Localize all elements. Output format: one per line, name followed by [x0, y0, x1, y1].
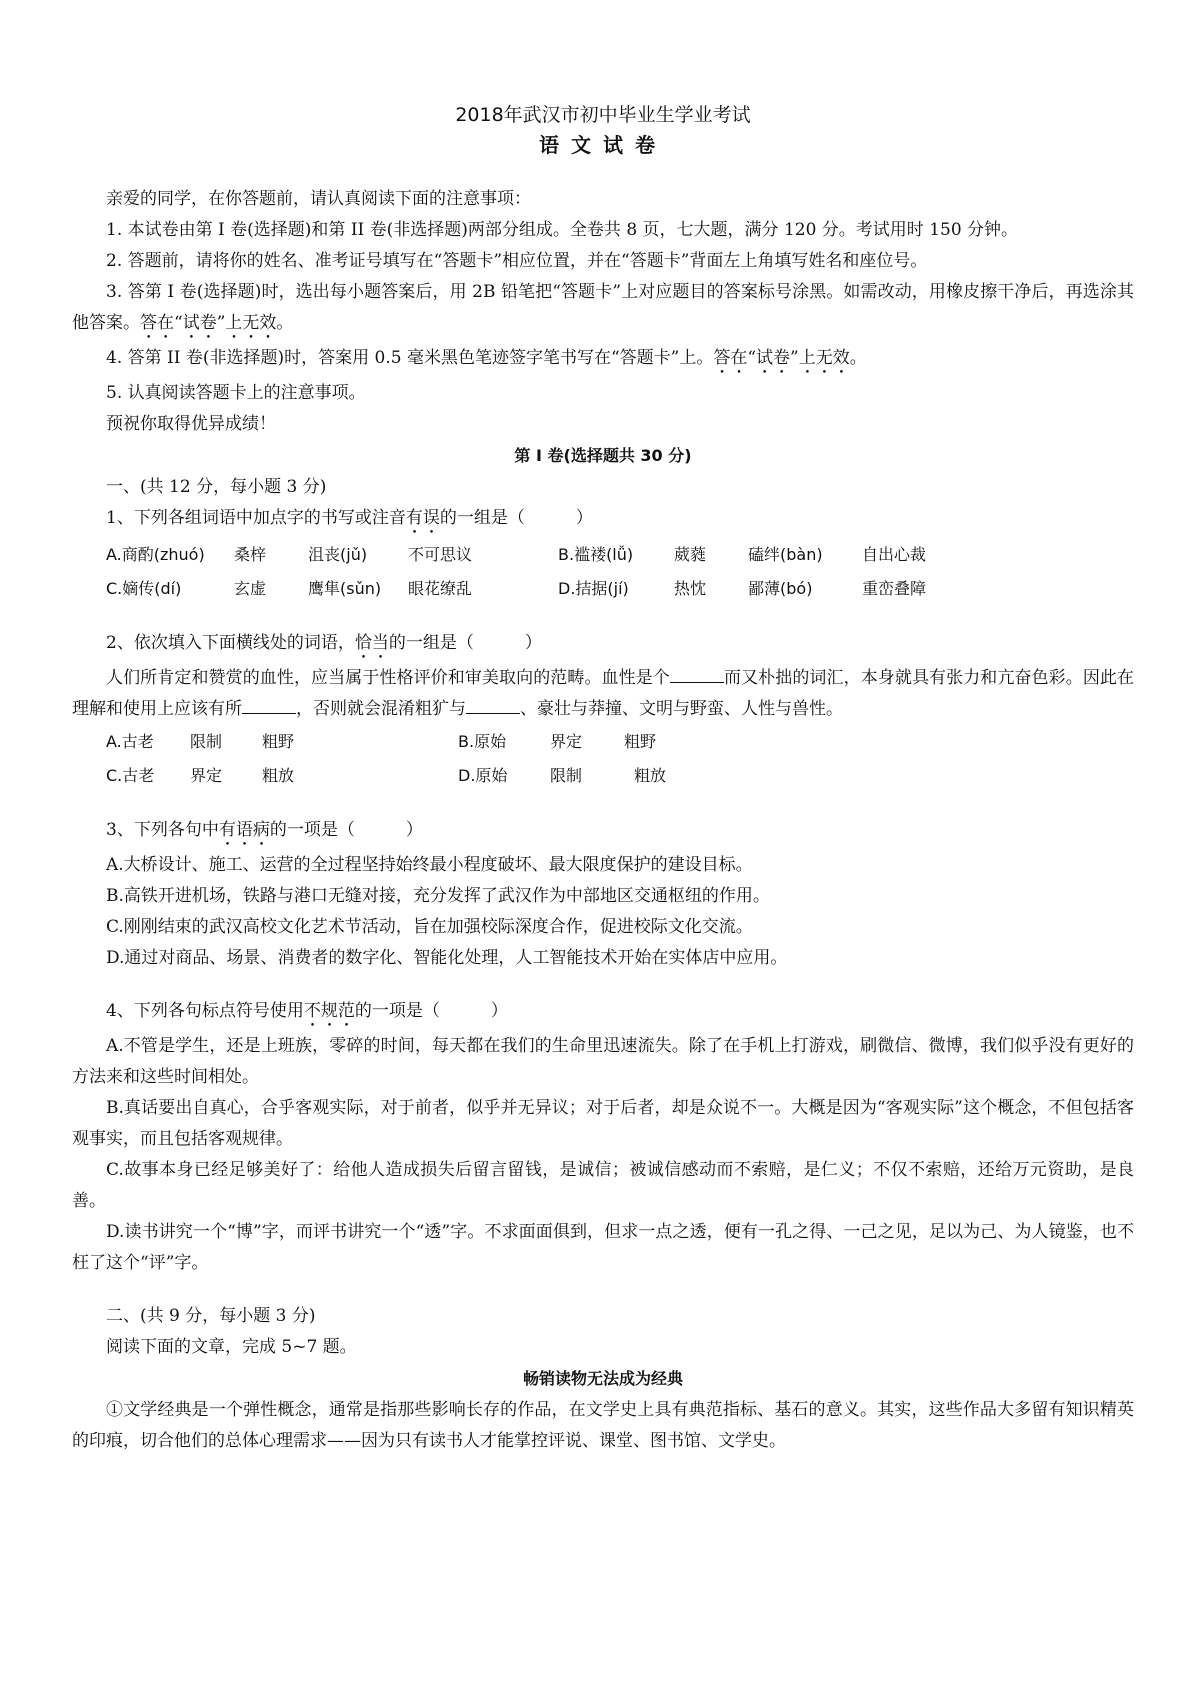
exam-page: [72, 100, 1134, 1457]
q1-option-b-word-4: 自出心裁: [862, 545, 927, 564]
q2-option-b-3: 粗野: [624, 732, 657, 751]
q1-option-b-word-1: B.褴褛(lǚ): [558, 545, 634, 564]
part1-heading: 第 I 卷(选择题共 30 分): [514, 446, 692, 465]
q1-stem-emphasis: 有误: [405, 508, 440, 528]
q2-text-4: 、豪壮与莽撞、文明与野蛮、人性与兽性。: [520, 699, 843, 719]
notice-item-4-emphasis: 答在“试卷”上无效。: [713, 348, 867, 368]
section-2-heading: 二、(共 9 分，每小题 3 分): [106, 1306, 316, 1326]
notice-item-4: [72, 343, 1134, 378]
notice-wish: 预祝你取得优异成绩！: [106, 414, 276, 434]
q4-stem-a: 4、下列各句标点符号使用: [106, 1001, 304, 1021]
section-2-intro: 阅读下面的文章，完成 5~7 题。: [106, 1337, 357, 1357]
notice-item-3: [72, 277, 1134, 343]
q1-option-a-word-4: 不可思议: [408, 545, 473, 564]
q1-option-d-word-1: D.拮据(jí): [558, 579, 629, 598]
q1-option-d-word-4: 重峦叠障: [862, 579, 927, 598]
q1-option-b-word-3: 磕绊(bàn): [748, 545, 823, 564]
question-4-stem: [72, 996, 1134, 1031]
q2-option-a-1: A.古老: [106, 732, 154, 751]
q2-blank-3: [466, 699, 520, 714]
q2-option-a-3: 粗野: [262, 732, 295, 751]
q1-option-d-word-3: 鄙薄(bó): [748, 579, 813, 598]
q4-option-c: C.故事本身已经足够美好了：给他人造成损失后留言留钱，是诚信；被诚信感动而不索赔，是仁义；不仅不索赔，还给万元资助，是良善。: [72, 1160, 1134, 1211]
q2-options-row-1: [72, 725, 1134, 759]
article-title: 畅销读物无法成为经典: [522, 1369, 683, 1388]
q3-option-c: C.刚刚结束的武汉高校文化艺术节活动，旨在加强校际深度合作，促进校际文化交流。: [106, 917, 753, 937]
q1-option-c-word-1: C.嫡传(dí): [106, 579, 182, 598]
q2-stem-b: 的一组是（ ）: [388, 633, 542, 653]
q1-option-d-word-2: 热忱: [674, 579, 707, 598]
q1-option-a-word-1: A.商酌(zhuó): [106, 545, 205, 564]
q1-options-row-2: [72, 572, 1134, 606]
q4-stem-b: 的一项是（ ）: [354, 1001, 508, 1021]
q2-text-2: 而又朴拙的词汇，本身就具有张力和亢奋色彩。因此在理解和使用上应该有所: [72, 668, 1135, 719]
question-3-stem: [72, 815, 1134, 850]
notice-item-4-text: 4. 答第 II 卷(非选择题)时，答案用 0.5 毫米黑色笔迹签字笔书写在“答题卡”上。: [106, 348, 714, 368]
q2-stem-a: 2、依次填入下面横线处的词语，: [106, 633, 355, 653]
q2-options-row-2: [72, 759, 1134, 793]
q2-blank-2: [242, 699, 296, 714]
q2-option-c-1: C.古老: [106, 766, 155, 785]
question-1-stem: [72, 503, 1134, 538]
notice-intro: 亲爱的同学，在你答题前，请认真阅读下面的注意事项：: [106, 189, 531, 209]
q2-stem-emphasis: 恰当: [354, 633, 389, 653]
q2-option-d-1: D.原始: [458, 766, 508, 785]
q1-option-b-word-2: 葳蕤: [674, 545, 707, 564]
q2-option-b-1: B.原始: [458, 732, 507, 751]
exam-title: 2018年武汉市初中毕业生学业考试: [455, 104, 751, 126]
q1-option-a-word-2: 桑梓: [234, 545, 267, 564]
q2-text-1: 人们所肯定和赞赏的血性，应当属于性格评价和审美取向的范畴。血性是个: [106, 668, 670, 688]
q3-stem-a: 3、下列各句中: [106, 820, 219, 840]
question-2-stem: [72, 628, 1134, 663]
q1-option-c-word-3: 鹰隼(sǔn): [308, 579, 382, 598]
q1-option-c-word-2: 玄虚: [234, 579, 267, 598]
q2-option-d-2: 限制: [550, 766, 583, 785]
q4-stem-emphasis: 不规范: [303, 1001, 355, 1021]
q4-option-d: D.读书讲究一个“博”字，而评书讲究一个“透”字。不求面面俱到，但求一点之透，便有一孔之得、一己之见，足以为己、为人镜鉴，也不枉了这个“评”字。: [72, 1222, 1134, 1273]
q2-option-d-3: 粗放: [634, 766, 667, 785]
q3-option-d: D.通过对商品、场景、消费者的数字化、智能化处理，人工智能技术开始在实体店中应用。: [106, 948, 788, 968]
section-1-heading: 一、(共 12 分，每小题 3 分): [106, 477, 327, 497]
q2-option-b-2: 界定: [550, 732, 583, 751]
notice-item-3-emphasis: 答在“试卷”上无效。: [140, 313, 294, 333]
q1-stem-a: 1、下列各组词语中加点字的书写或注音: [106, 508, 406, 528]
q3-stem-emphasis: 有语病: [218, 820, 270, 840]
q1-option-c-word-4: 眼花缭乱: [408, 579, 473, 598]
notice-item-2: 2. 答题前，请将你的姓名、准考证号填写在“答题卡”相应位置，并在“答题卡”背面左上角填写姓名和座位号。: [106, 251, 928, 271]
q3-stem-b: 的一项是（ ）: [269, 820, 423, 840]
q2-text-3: ，否则就会混淆粗犷与: [296, 699, 466, 719]
q2-option-c-2: 界定: [190, 766, 223, 785]
q1-stem-b: 的一组是（ ）: [439, 508, 593, 528]
q4-option-b: B.真话要出自真心，合乎客观实际，对于前者，似乎并无异议；对于后者，却是众说不一。大概是因为“客观实际”这个概念，不但包括客观事实，而且包括客观规律。: [72, 1098, 1134, 1149]
q2-option-c-3: 粗放: [262, 766, 295, 785]
q3-option-a: A.大桥设计、施工、运营的全过程坚持始终最小程度破坏、最大限度保护的建设目标。: [106, 855, 753, 875]
q1-option-a-word-3: 沮丧(jǔ): [308, 545, 368, 564]
q2-blank-1: [670, 668, 724, 683]
notice-item-3-text: 3. 答第 I 卷(选择题)时，选出每小题答案后，用 2B 铅笔把“答题卡”上对应题目的答案标号涂黑。如需改动，用橡皮擦干净后，再选涂其他答案。: [72, 282, 1134, 333]
q3-option-b: B.高铁开进机场，铁路与港口无缝对接，充分发挥了武汉作为中部地区交通枢纽的作用。: [106, 886, 770, 906]
q2-option-a-2: 限制: [190, 732, 223, 751]
question-2-passage: [72, 663, 1134, 725]
notice-item-1: 1. 本试卷由第 I 卷(选择题)和第 II 卷(非选择题)两部分组成。全卷共 8 页，七大题，满分 120 分。考试用时 150 分钟。: [106, 220, 1019, 240]
notice-item-5: 5. 认真阅读答题卡上的注意事项。: [106, 383, 366, 403]
q4-option-a: A.不管是学生，还是上班族，零碎的时间，每天都在我们的生命里迅速流失。除了在手机上打游戏，刷微信、微博，我们似乎没有更好的方法来和这些时间相处。: [72, 1036, 1134, 1087]
q1-options-row-1: [72, 538, 1134, 572]
article-paragraph-1: ①文学经典是一个弹性概念，通常是指那些影响长存的作品，在文学史上具有典范指标、基石的意义。其实，这些作品大多留有知识精英的印痕，切合他们的总体心理需求——因为只有读书人才能掌控评说、课堂、图书馆、文学史。: [72, 1400, 1134, 1451]
exam-subtitle: 语文试卷: [539, 133, 667, 157]
